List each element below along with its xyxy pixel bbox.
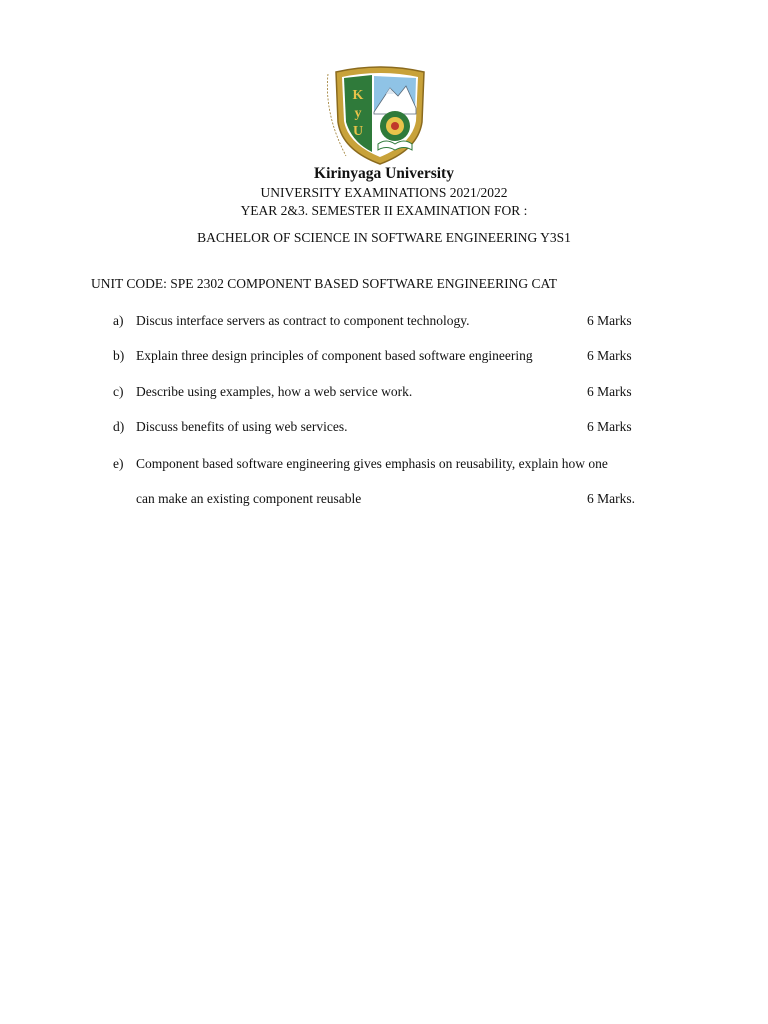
university-logo: [322, 64, 438, 168]
question-label: d): [113, 419, 125, 434]
question-label: b): [113, 348, 125, 363]
kyu-crest-icon: [322, 64, 438, 168]
university-name: Kirinyaga University: [314, 165, 454, 182]
question-marks: 6 Marks: [587, 348, 632, 363]
question-text: Explain three design principles of component based software engineering: [136, 348, 533, 363]
degree-title: BACHELOR OF SCIENCE IN SOFTWARE ENGINEERING Y3S1: [197, 230, 571, 245]
question-marks: 6 Marks.: [587, 491, 635, 506]
question-marks: 6 Marks: [587, 419, 632, 434]
question-label: c): [113, 384, 124, 399]
svg-text:y: y: [354, 106, 362, 121]
question-text: Component based software engineering gives emphasis on reusability, explain how one: [136, 456, 608, 471]
year-semester: YEAR 2&3. SEMESTER II EXAMINATION FOR :: [240, 203, 528, 218]
question-marks: 6 Marks: [587, 313, 632, 328]
exam-title: UNIVERSITY EXAMINATIONS 2021/2022: [260, 185, 508, 200]
question-text-continued: can make an existing component reusable: [136, 491, 362, 506]
question-label: a): [113, 313, 124, 328]
question-label: e): [113, 456, 124, 471]
svg-text:U: U: [352, 124, 364, 139]
unit-code: UNIT CODE: SPE 2302 COMPONENT BASED SOFTWARE ENGINEERING CAT: [91, 276, 558, 291]
question-text: Discus interface servers as contract to component technology.: [136, 313, 470, 328]
question-text: Discuss benefits of using web services.: [136, 419, 348, 434]
svg-text:K: K: [352, 88, 364, 103]
question-text: Describe using examples, how a web service work.: [136, 384, 413, 399]
question-marks: 6 Marks: [587, 384, 632, 399]
